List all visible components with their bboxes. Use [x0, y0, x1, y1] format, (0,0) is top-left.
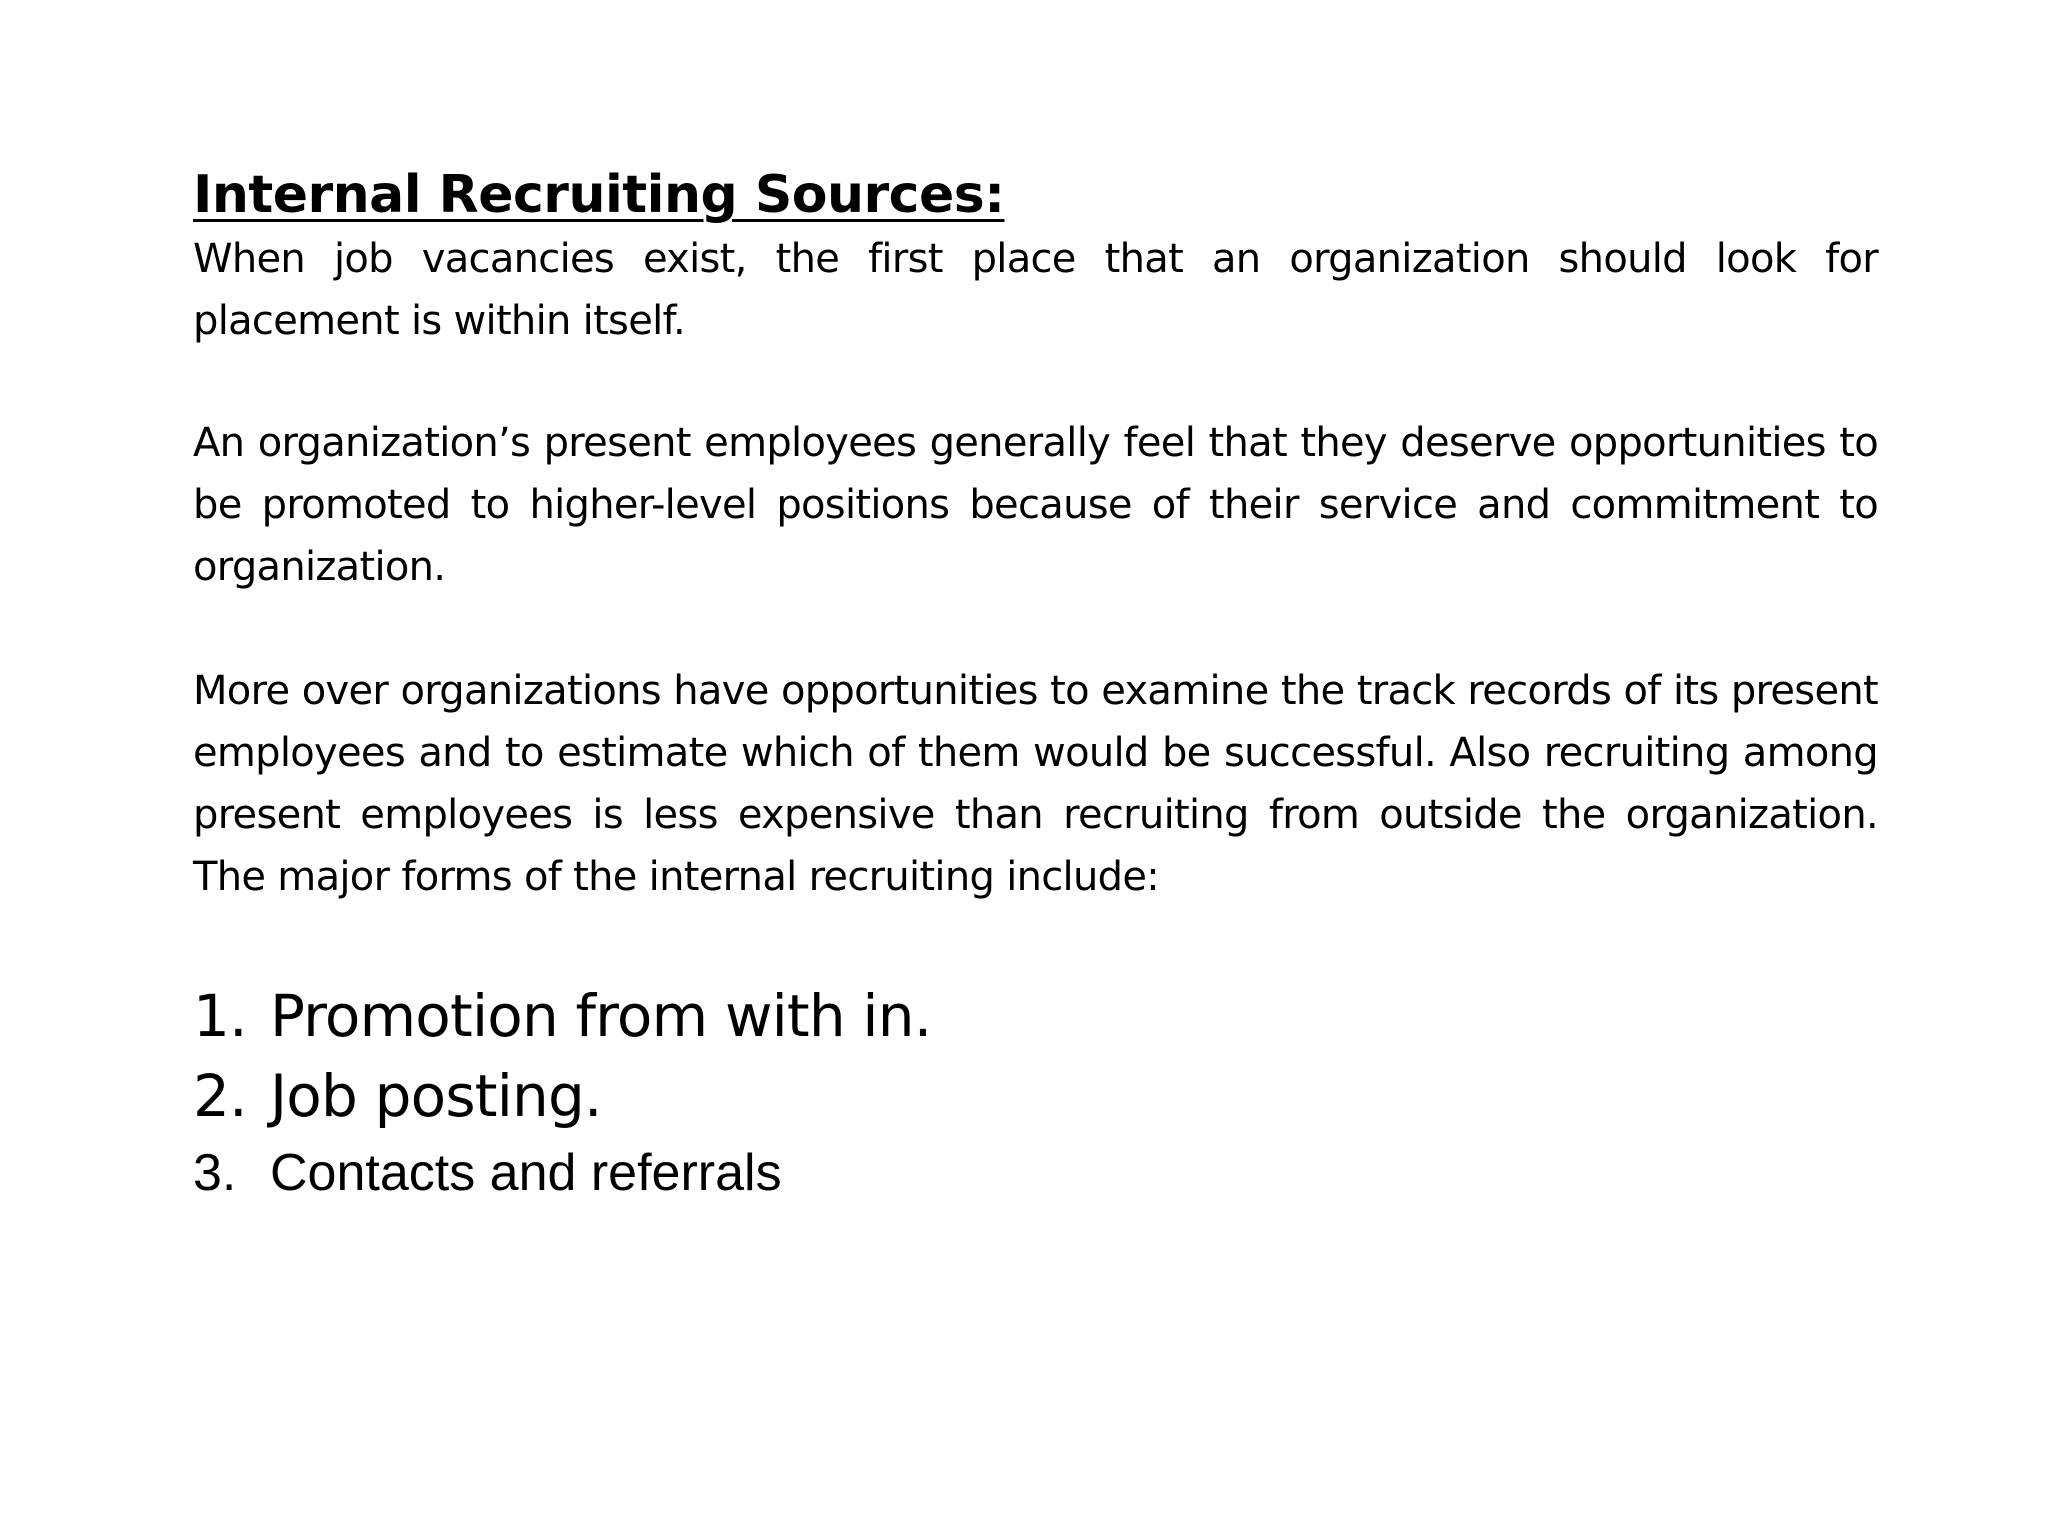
- list-item-text: Promotion from with in.: [270, 982, 932, 1050]
- list-item-number: 3.: [193, 1144, 237, 1202]
- slide-title: Internal Recruiting Sources:: [193, 165, 1005, 225]
- list-item-number: 1.: [193, 982, 247, 1050]
- slide-content: [193, 160, 1878, 1210]
- paragraph-track-records: More over organizations have opportunities to examine the track records of its present employees and to estimate which of them would be successful. Also recruiting among present employees is less expensive than recruiting from outside the organization. The major forms of the internal recruiting include:: [193, 668, 1878, 900]
- list-item: [193, 976, 1878, 1056]
- list-item: [193, 1056, 1878, 1136]
- list-item-number: 2.: [193, 1062, 247, 1130]
- list-item: [193, 1136, 1878, 1210]
- recruiting-forms-list: [193, 976, 1878, 1210]
- paragraph-employees: An organization’s present employees generally feel that they deserve opportunities to be promoted to higher-level positions because of their service and commitment to organization.: [193, 420, 1878, 590]
- paragraph-intro: When job vacancies exist, the first place that an organization should look for placement is within itself.: [193, 236, 1878, 344]
- list-item-text: Contacts and referrals: [270, 1144, 782, 1202]
- list-item-text: Job posting.: [270, 1062, 602, 1130]
